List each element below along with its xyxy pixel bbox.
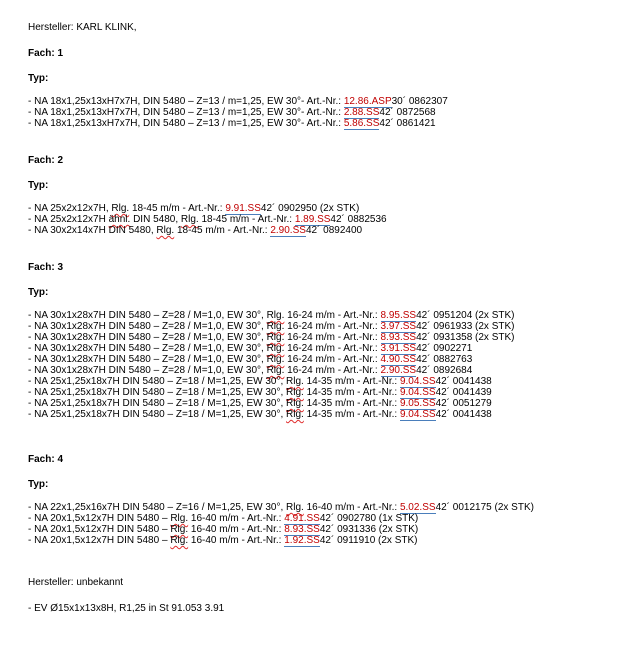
- text-segment: Fach: 1: [28, 48, 64, 59]
- text-segment: 42´ 0902780 (1x STK): [319, 513, 419, 524]
- misspelled-word: Rlg.: [286, 387, 304, 398]
- catalog-item: [28, 118, 630, 129]
- text-segment: 42´ 0882536: [330, 214, 387, 225]
- text-segment: 16-40 m/m - Art.-Nr.:: [188, 513, 285, 524]
- text-segment: 42´ 0882763: [416, 354, 473, 365]
- article-number-marked: 8.95.SS: [380, 310, 417, 321]
- misspelled-word: Rlg.: [266, 321, 285, 332]
- text-segment: 42´ 0861421: [379, 118, 436, 129]
- text-segment: 14-35 m/m - Art.-Nr.:: [303, 409, 400, 420]
- article-number-marked: 2.90.SS: [380, 365, 417, 376]
- catalog-item: [28, 310, 630, 321]
- text-segment: 42´ 0051279: [435, 398, 492, 409]
- text-segment: 42´ 0902271: [416, 343, 473, 354]
- catalog-item: [28, 535, 630, 546]
- text-segment: - NA 20x1,5x12x7H DIN 5480 –: [28, 524, 171, 535]
- article-number-marked: 3.97.SS: [380, 321, 417, 332]
- text-segment: - NA 30x1x28x7H DIN 5480 – Z=28 / M=1,0, EW 30°,: [28, 321, 267, 332]
- text-segment: Fach: 3: [28, 262, 64, 273]
- text-segment: 14-35 m/m - Art.-Nr.:: [303, 398, 400, 409]
- text-segment: - NA 30x2x14x7H DIN 5480,: [28, 225, 157, 236]
- text-segment: 16-40 m/m - Art.-Nr.:: [188, 535, 285, 546]
- catalog-item: [28, 502, 630, 513]
- text-segment: 16-40 m/m - Art.-Nr.:: [303, 502, 400, 513]
- misspelled-word: Rlg.: [111, 203, 130, 214]
- text-segment: Fach: 4: [28, 454, 64, 465]
- text-segment: - NA 25x1,25x18x7H DIN 5480 – Z=18 / M=1,25, EW 30°,: [28, 398, 287, 409]
- text-segment: 16-24 m/m - Art.-Nr.:: [284, 354, 381, 365]
- manufacturer-line: [28, 22, 630, 33]
- text-segment: 42´ 0872568: [379, 107, 436, 118]
- misspelled-word: Rlg.: [170, 524, 189, 535]
- catalog-item: [28, 365, 630, 376]
- text-segment: Typ:: [28, 180, 49, 191]
- article-number-marked: 4.90.SS: [380, 354, 417, 365]
- text-segment: - NA 30x1x28x7H DIN 5480 – Z=28 / M=1,0, EW 30°,: [28, 332, 267, 343]
- text-segment: 42´ 0911910 (2x STK): [319, 535, 418, 546]
- typ-heading: [28, 479, 630, 490]
- text-segment: - NA 30x1x28x7H DIN 5480 – Z=28 / M=1,0, EW 30°,: [28, 365, 267, 376]
- ev-item: [28, 603, 630, 614]
- text-segment: - NA 30x1x28x7H DIN 5480 – Z=28 / M=1,0, EW 30°,: [28, 343, 267, 354]
- misspelled-word: Rlg.: [180, 214, 199, 225]
- article-number-marked: 9.04.SS: [399, 387, 436, 398]
- text-segment: - NA 22x1,25x16x7H DIN 5480 – Z=16 / M=1,25, EW 30°,: [28, 502, 287, 513]
- text-segment: Typ:: [28, 287, 49, 298]
- misspelled-word: Rlg.: [266, 354, 285, 365]
- catalog-item: [28, 513, 630, 524]
- text-segment: 42´ 0951204 (2x STK): [416, 310, 515, 321]
- typ-heading: [28, 287, 630, 298]
- catalog-item: [28, 214, 630, 225]
- text-segment: - NA 25x1,25x18x7H DIN 5480 – Z=18 / M=1,25, EW 30°,: [28, 376, 287, 387]
- catalog-item: [28, 376, 630, 387]
- misspelled-word: Rlg.: [266, 365, 285, 376]
- catalog-item: [28, 96, 630, 107]
- text-segment: 42´ 0892684: [416, 365, 473, 376]
- text-segment: 18-45 m/m - Art.-Nr.:: [129, 203, 226, 214]
- text-segment: 14-35 m/m - Art.-Nr.:: [303, 376, 400, 387]
- misspelled-word: Rlg.: [286, 409, 304, 420]
- text-segment: - NA 25x2x12x7H: [28, 214, 109, 225]
- article-number-marked: 9.05.SS: [399, 398, 436, 409]
- article-number-marked: 9.04.SS: [399, 409, 436, 420]
- misspelled-word: Rlg.: [170, 513, 189, 524]
- text-segment: - NA 18x1,25x13xH7x7H, DIN 5480 – Z=13 / m=1,25, EW 30°- Art.-Nr.:: [28, 96, 344, 107]
- catalog-item: [28, 107, 630, 118]
- text-segment: Fach: 2: [28, 155, 64, 166]
- text-segment: Typ:: [28, 479, 49, 490]
- text-segment: - NA 30x1x28x7H DIN 5480 – Z=28 / M=1,0, EW 30°,: [28, 354, 267, 365]
- text-segment: 16-24 m/m - Art.-Nr.:: [284, 310, 381, 321]
- misspelled-word: Rlg.: [286, 502, 304, 513]
- article-number-marked: 8.93.SS: [284, 524, 320, 535]
- article-number-marked: 4.91.SS: [284, 513, 320, 524]
- text-segment: 30´ 0862307: [391, 96, 448, 107]
- article-number-marked: 8.93.SS: [380, 332, 417, 343]
- article-number-marked: 5.02.SS: [399, 502, 436, 513]
- misspelled-word: Rlg.: [266, 310, 285, 321]
- text-segment: 16-24 m/m - Art.-Nr.:: [284, 321, 381, 332]
- misspelled-word: ähnl.: [108, 214, 131, 225]
- fach-1-heading: [28, 48, 630, 59]
- catalog-item: [28, 524, 630, 535]
- text-segment: 16-40 m/m - Art.-Nr.:: [188, 524, 285, 535]
- article-number-marked: 9.91.SS: [225, 203, 261, 214]
- text-segment: 18-45 m/m - Art.-Nr.:: [174, 225, 271, 236]
- text-segment: 42´ 0892400: [305, 225, 363, 236]
- article-number-marked: 9.04.SS: [399, 376, 436, 387]
- text-segment: 42´ 0041439: [435, 387, 492, 398]
- text-segment: 42´ 0931336 (2x STK): [319, 524, 419, 535]
- article-number-marked: 2.90.SS: [270, 225, 306, 236]
- misspelled-word: Rlg.: [266, 332, 285, 343]
- article-number-marked: 3.91.SS: [380, 343, 417, 354]
- typ-heading: [28, 180, 630, 191]
- text-segment: 42´ 0961933 (2x STK): [416, 321, 515, 332]
- catalog-item: [28, 332, 630, 343]
- catalog-item: [28, 203, 630, 214]
- text-segment: 42´ 0012175 (2x STK): [435, 502, 534, 513]
- text-segment: Hersteller: unbekannt: [28, 577, 124, 588]
- text-segment: - NA 18x1,25x13xH7x7H, DIN 5480 – Z=13 / m=1,25, EW 30°- Art.-Nr.:: [28, 118, 344, 129]
- typ-heading: [28, 73, 630, 84]
- misspelled-word: Rlg.: [170, 535, 189, 546]
- article-number-marked: 2.88.SS: [343, 107, 380, 118]
- catalog-item: [28, 398, 630, 409]
- article-number-marked: 12.86.ASP: [343, 96, 392, 107]
- fach-3-heading: [28, 262, 630, 273]
- text-segment: - NA 20x1,5x12x7H DIN 5480 –: [28, 513, 171, 524]
- catalog-item: [28, 409, 630, 420]
- text-segment: - NA 25x1,25x18x7H DIN 5480 – Z=18 / M=1,25, EW 30°,: [28, 387, 287, 398]
- article-number-marked: 1.89.SS: [294, 214, 331, 225]
- catalog-item: [28, 321, 630, 332]
- text-segment: DIN 5480,: [130, 214, 181, 225]
- article-number-marked: 1.92.SS: [284, 535, 320, 546]
- article-number-marked: 5.86.SS: [343, 118, 380, 129]
- text-segment: - NA 18x1,25x13xH7x7H, DIN 5480 – Z=13 / m=1,25, EW 30°- Art.-Nr.:: [28, 107, 344, 118]
- fach-2-heading: [28, 155, 630, 166]
- text-segment: - NA 25x2x12x7H,: [28, 203, 112, 214]
- fach-4-heading: [28, 454, 630, 465]
- text-segment: 42´ 0902950 (2x STK): [260, 203, 360, 214]
- catalog-item: [28, 354, 630, 365]
- text-segment: 14-35 m/m - Art.-Nr.:: [303, 387, 400, 398]
- text-segment: 18-45 m/m - Art.-Nr.:: [198, 214, 295, 225]
- text-segment: Hersteller: KARL KLINK,: [28, 22, 137, 33]
- misspelled-word: Rlg.: [156, 225, 175, 236]
- misspelled-word: Rlg.: [266, 343, 285, 354]
- text-segment: 16-24 m/m - Art.-Nr.:: [284, 332, 381, 343]
- text-segment: - NA 20x1,5x12x7H DIN 5480 –: [28, 535, 171, 546]
- text-segment: - EV Ø15x1x13x8H, R1,25 in St 91.053 3.91: [28, 603, 225, 614]
- text-segment: 42´ 0931358 (2x STK): [416, 332, 515, 343]
- text-segment: 42´ 0041438: [435, 409, 492, 420]
- misspelled-word: Rlg.: [286, 376, 304, 387]
- text-segment: - NA 30x1x28x7H DIN 5480 – Z=28 / M=1,0, EW 30°,: [28, 310, 267, 321]
- text-segment: 16-24 m/m - Art.-Nr.:: [284, 365, 381, 376]
- misspelled-word: Rlg.: [286, 398, 304, 409]
- text-segment: 42´ 0041438: [435, 376, 492, 387]
- text-segment: 16-24 m/m - Art.-Nr.:: [284, 343, 381, 354]
- catalog-item: [28, 225, 630, 236]
- text-segment: Typ:: [28, 73, 49, 84]
- manufacturer-unknown-line: [28, 577, 630, 588]
- catalog-item: [28, 343, 630, 354]
- text-segment: - NA 25x1,25x18x7H DIN 5480 – Z=18 / M=1,25, EW 30°,: [28, 409, 287, 420]
- catalog-item: [28, 387, 630, 398]
